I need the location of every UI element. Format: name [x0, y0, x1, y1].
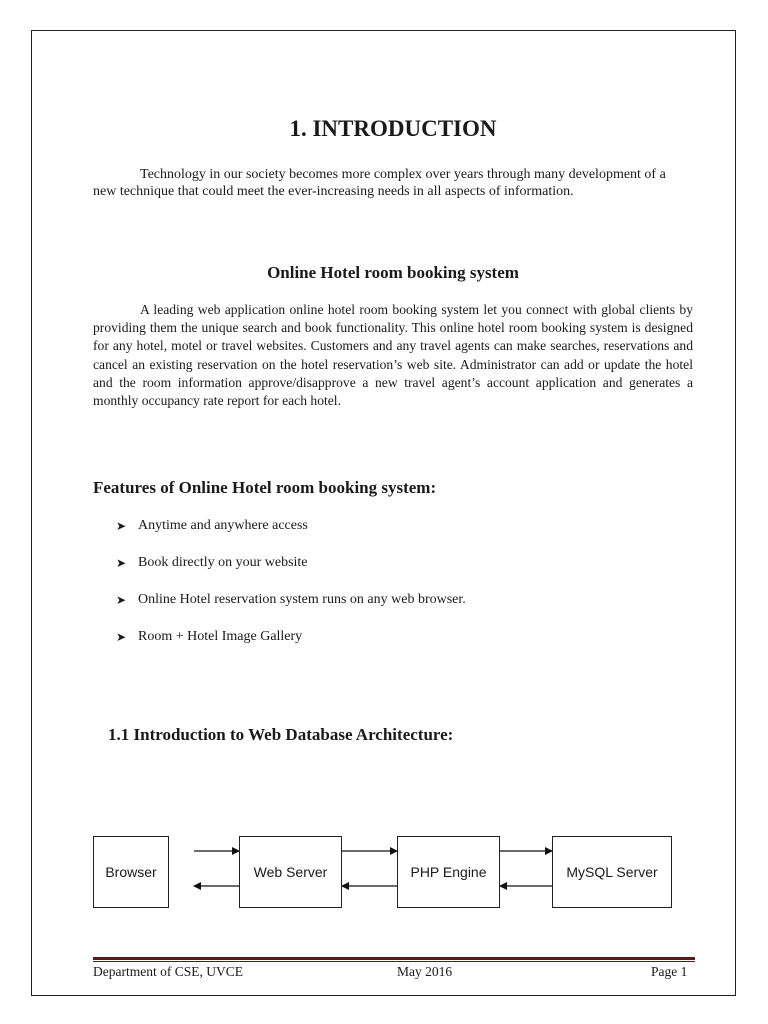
feature-text: Book directly on your website	[138, 555, 308, 570]
feature-text: Anytime and anywhere access	[138, 518, 308, 533]
footer-date: May 2016	[397, 964, 453, 979]
feature-text: Online Hotel reservation system runs on any web browser.	[138, 592, 466, 607]
footer-divider	[93, 957, 695, 960]
php-engine-box: PHP Engine	[397, 836, 500, 908]
footer-page-number: Page 1	[651, 964, 688, 979]
section-heading: 1.1 Introduction to Web Database Architecture:	[108, 725, 454, 744]
intro-paragraph: Technology in our society becomes more complex over years through many development of a new technique that could meet the ever-increasing needs in all aspects of information.	[93, 167, 666, 199]
description-paragraph: A leading web application online hotel room booking system let you connect with global clients by providing them the unique search and book functionality. This online hotel room booking system is designed for any hotel, motel or travel websites. Customers and any travel agents can make searches, reservations and cancel an existing reservation on the hotel reservation’s web site. Administrator can add or update the hotel and the room information approve/disapprove a new travel agent’s account application and generates a monthly occupancy rate report for each hotel.	[93, 302, 693, 409]
mysql-server-box: MySQL Server	[552, 836, 672, 908]
footer-divider-thin	[93, 961, 695, 962]
arrow-bullet-icon: ➤	[116, 519, 127, 533]
subheading: Online Hotel room booking system	[267, 263, 519, 282]
browser-box: Browser	[93, 836, 169, 908]
arrow-bullet-icon: ➤	[116, 593, 127, 607]
features-heading: Features of Online Hotel room booking system:	[93, 478, 437, 497]
feature-text: Room + Hotel Image Gallery	[138, 629, 303, 644]
footer-department: Department of CSE, UVCE	[93, 964, 243, 979]
arrow-bullet-icon: ➤	[116, 556, 127, 570]
page-title: 1. INTRODUCTION	[289, 116, 497, 141]
arrow-bullet-icon: ➤	[116, 630, 127, 644]
web-server-box: Web Server	[239, 836, 342, 908]
